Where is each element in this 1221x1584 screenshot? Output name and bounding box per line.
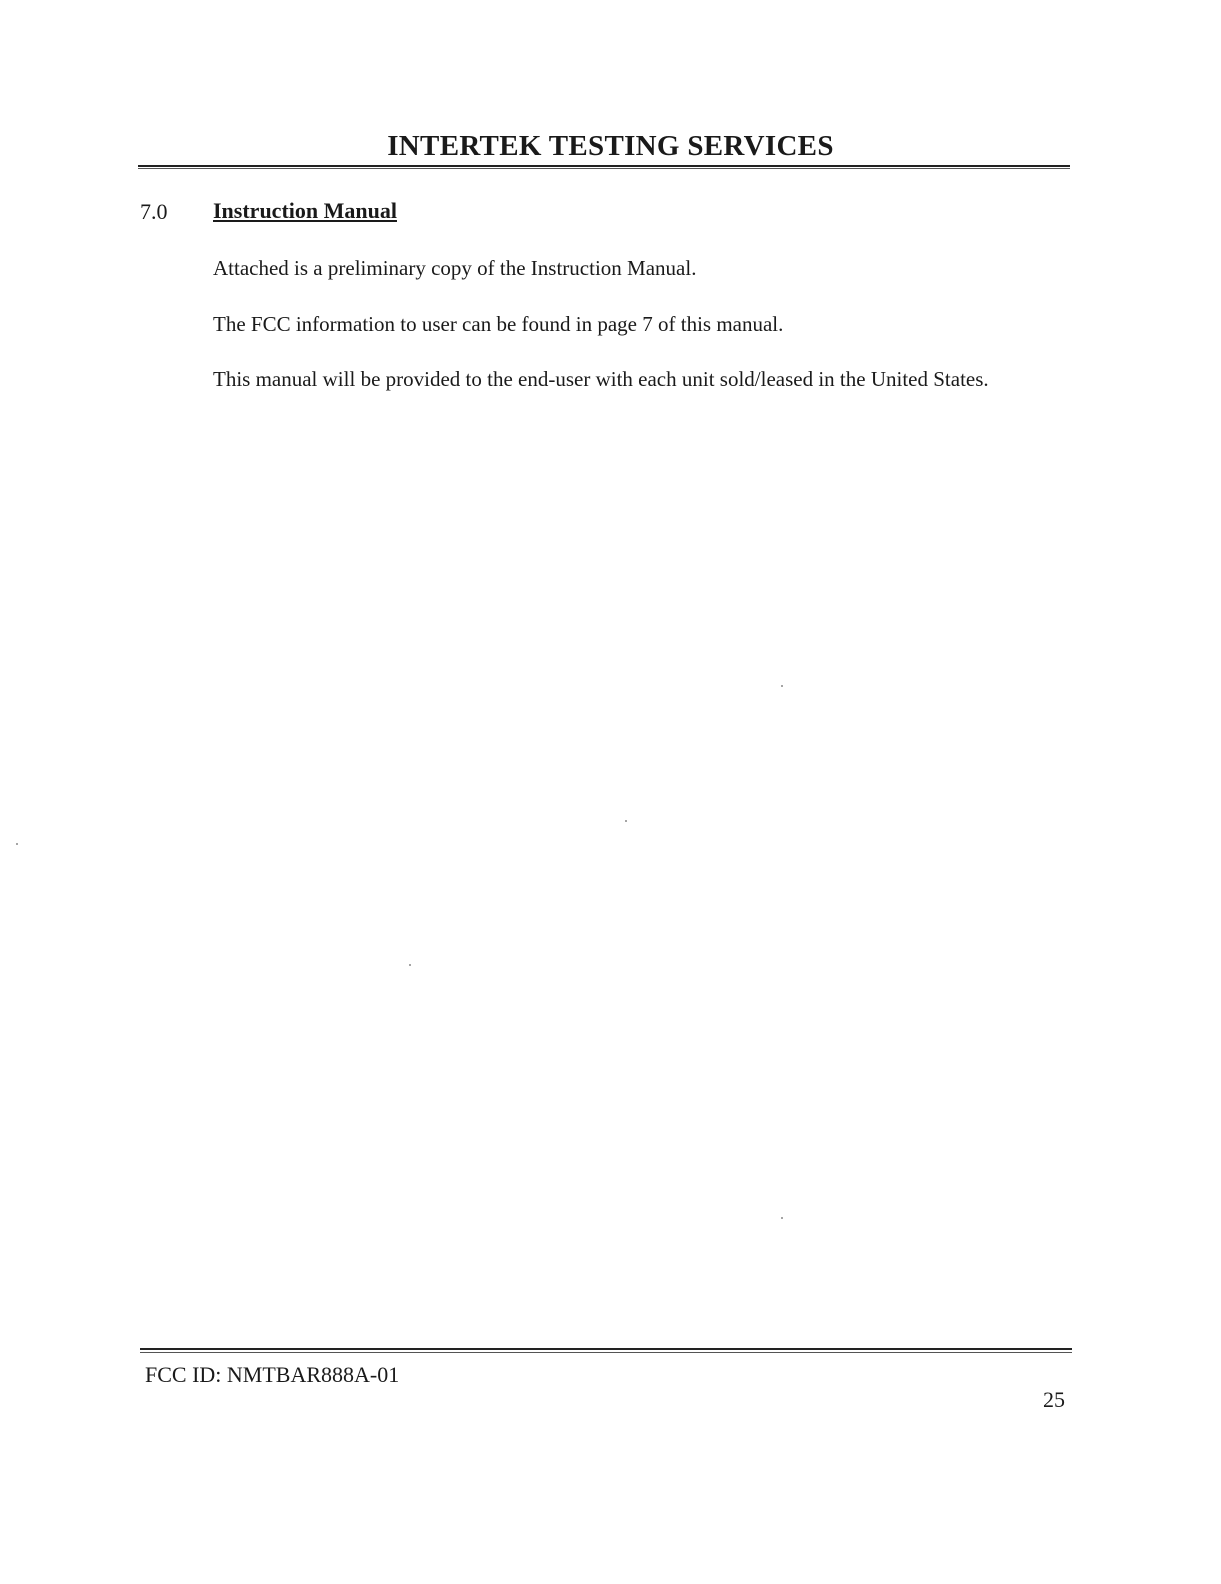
footer-divider <box>140 1348 1072 1353</box>
scan-speck <box>781 1217 783 1219</box>
scan-speck <box>781 685 783 687</box>
paragraph: The FCC information to user can be found in page 7 of this manual. <box>213 312 784 336</box>
scan-speck <box>16 843 18 845</box>
header-divider <box>138 165 1070 169</box>
paragraph: This manual will be provided to the end-user with each unit sold/leased in the United States. <box>213 367 989 391</box>
scan-speck <box>409 964 411 966</box>
section-title: Instruction Manual <box>213 198 397 223</box>
scan-speck <box>625 820 627 822</box>
paragraph: Attached is a preliminary copy of the Instruction Manual. <box>213 256 697 280</box>
section-number: 7.0 <box>140 199 168 224</box>
fcc-id-label: FCC ID: NMTBAR888A-01 <box>145 1362 400 1387</box>
document-header-title: INTERTEK TESTING SERVICES <box>387 130 834 162</box>
page-number: 25 <box>1043 1387 1065 1412</box>
